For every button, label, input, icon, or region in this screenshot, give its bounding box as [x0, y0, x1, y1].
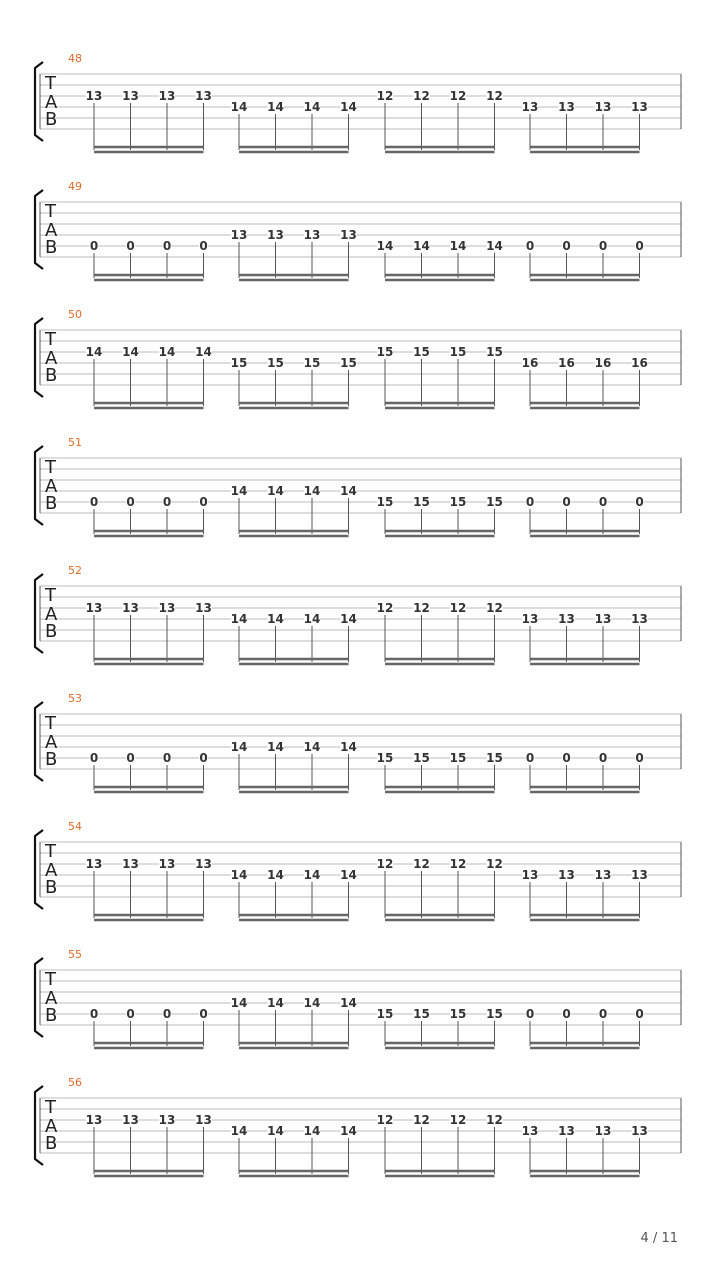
tab-clef-a: A — [45, 220, 58, 241]
fret-number[interactable]: 0 — [162, 751, 172, 765]
fret-number[interactable]: 14 — [303, 484, 321, 498]
fret-number[interactable]: 14 — [230, 740, 248, 754]
tab-clef-t: T — [45, 841, 56, 862]
fret-number[interactable]: 14 — [267, 740, 284, 754]
fret-number[interactable]: 0 — [525, 1007, 535, 1021]
fret-number[interactable]: 14 — [195, 345, 212, 359]
fret-number[interactable]: 13 — [631, 868, 648, 882]
fret-number[interactable]: 16 — [521, 356, 539, 370]
tab-clef-a: A — [45, 1116, 58, 1137]
fret-number[interactable]: 13 — [158, 89, 176, 103]
fret-number[interactable]: 14 — [122, 345, 139, 359]
fret-number[interactable]: 12 — [486, 89, 503, 103]
fret-number[interactable]: 13 — [158, 601, 176, 615]
fret-number[interactable]: 0 — [126, 1007, 135, 1021]
fret-number[interactable]: 12 — [486, 601, 503, 615]
measure-number: 53 — [68, 692, 82, 705]
fret-number[interactable]: 14 — [303, 1124, 321, 1138]
fret-number[interactable]: 13 — [631, 1124, 648, 1138]
fret-number[interactable]: 0 — [162, 1007, 172, 1021]
fret-number[interactable]: 14 — [230, 612, 248, 626]
tab-clef-t: T — [45, 713, 56, 734]
tab-clef-a: A — [45, 92, 58, 113]
fret-number[interactable]: 15 — [376, 345, 394, 359]
measure-number: 56 — [68, 1076, 82, 1089]
tab-system-53 — [35, 692, 681, 792]
fret-number[interactable]: 0 — [635, 495, 644, 509]
fret-number[interactable]: 13 — [631, 100, 648, 114]
fret-number[interactable]: 0 — [199, 751, 208, 765]
fret-number[interactable]: 12 — [449, 601, 467, 615]
fret-number[interactable]: 0 — [199, 495, 208, 509]
fret-number[interactable]: 15 — [449, 751, 467, 765]
fret-number[interactable]: 13 — [594, 868, 612, 882]
fret-number[interactable]: 13 — [303, 228, 321, 242]
fret-number[interactable]: 0 — [562, 751, 571, 765]
fret-number[interactable]: 15 — [267, 356, 284, 370]
fret-number[interactable]: 13 — [558, 612, 575, 626]
fret-number[interactable]: 0 — [598, 239, 608, 253]
fret-number[interactable]: 13 — [521, 100, 539, 114]
fret-number[interactable]: 14 — [340, 996, 357, 1010]
tab-clef-b: B — [45, 1133, 58, 1154]
fret-number[interactable]: 13 — [122, 857, 139, 871]
fret-number[interactable]: 13 — [158, 857, 176, 871]
fret-number[interactable]: 14 — [303, 740, 321, 754]
fret-number[interactable]: 0 — [525, 239, 535, 253]
fret-number[interactable]: 13 — [122, 89, 139, 103]
fret-number[interactable]: 0 — [635, 239, 644, 253]
fret-number[interactable]: 15 — [449, 345, 467, 359]
fret-number[interactable]: 15 — [413, 495, 430, 509]
tab-clef-a: A — [45, 732, 58, 753]
fret-number[interactable]: 13 — [340, 228, 357, 242]
fret-number[interactable]: 12 — [413, 601, 430, 615]
fret-number[interactable]: 15 — [376, 751, 394, 765]
measure-number: 52 — [68, 564, 82, 577]
tab-system-51 — [35, 436, 681, 536]
fret-number[interactable]: 0 — [89, 495, 99, 509]
tab-system-50 — [35, 308, 681, 408]
fret-number[interactable]: 14 — [267, 1124, 284, 1138]
fret-number[interactable]: 13 — [267, 228, 284, 242]
tab-system-52 — [35, 564, 681, 664]
fret-number[interactable]: 13 — [122, 1113, 139, 1127]
fret-number[interactable]: 14 — [230, 996, 248, 1010]
tab-clef-a: A — [45, 476, 58, 497]
fret-number[interactable]: 15 — [449, 495, 467, 509]
fret-number[interactable]: 13 — [195, 857, 212, 871]
fret-number[interactable]: 15 — [413, 345, 430, 359]
tab-clef-a: A — [45, 604, 58, 625]
fret-number[interactable]: 15 — [303, 356, 321, 370]
tab-clef-t: T — [45, 329, 56, 350]
measure-number: 54 — [68, 820, 82, 833]
fret-number[interactable]: 12 — [376, 1113, 394, 1127]
tab-clef-t: T — [45, 1097, 56, 1118]
fret-number[interactable]: 14 — [340, 1124, 357, 1138]
fret-number[interactable]: 14 — [413, 239, 430, 253]
tab-system-55 — [35, 948, 681, 1048]
fret-number[interactable]: 13 — [85, 601, 103, 615]
tab-clef-b: B — [45, 621, 58, 642]
fret-number[interactable]: 0 — [126, 751, 135, 765]
fret-number[interactable]: 13 — [85, 1113, 103, 1127]
fret-number[interactable]: 14 — [267, 996, 284, 1010]
fret-number[interactable]: 0 — [525, 495, 535, 509]
tab-clef-t: T — [45, 73, 56, 94]
fret-number[interactable]: 14 — [340, 484, 357, 498]
fret-number[interactable]: 14 — [158, 345, 176, 359]
fret-number[interactable]: 12 — [413, 89, 430, 103]
fret-number[interactable]: 14 — [303, 996, 321, 1010]
fret-number[interactable]: 15 — [449, 1007, 467, 1021]
fret-number[interactable]: 0 — [635, 1007, 644, 1021]
fret-number[interactable]: 14 — [486, 239, 503, 253]
fret-number[interactable]: 15 — [230, 356, 248, 370]
tab-clef-a: A — [45, 348, 58, 369]
measure-number: 48 — [68, 52, 82, 65]
fret-number[interactable]: 15 — [413, 1007, 430, 1021]
fret-number[interactable]: 0 — [635, 751, 644, 765]
fret-number[interactable]: 14 — [267, 484, 284, 498]
fret-number[interactable]: 0 — [598, 495, 608, 509]
fret-number[interactable]: 14 — [340, 612, 357, 626]
fret-number[interactable]: 13 — [195, 1113, 212, 1127]
fret-number[interactable]: 13 — [594, 1124, 612, 1138]
fret-number[interactable]: 0 — [126, 495, 135, 509]
fret-number[interactable]: 13 — [158, 1113, 176, 1127]
fret-number[interactable]: 14 — [230, 100, 248, 114]
fret-number[interactable]: 0 — [162, 239, 172, 253]
fret-number[interactable]: 15 — [486, 345, 503, 359]
measure-number: 55 — [68, 948, 82, 961]
fret-number[interactable]: 12 — [449, 89, 467, 103]
fret-number[interactable]: 14 — [267, 100, 284, 114]
tab-clef-b: B — [45, 493, 58, 514]
fret-number[interactable]: 13 — [521, 868, 539, 882]
fret-number[interactable]: 0 — [598, 751, 608, 765]
tab-clef-a: A — [45, 860, 58, 881]
fret-number[interactable]: 0 — [89, 239, 99, 253]
fret-number[interactable]: 0 — [89, 1007, 99, 1021]
fret-number[interactable]: 15 — [413, 751, 430, 765]
fret-number[interactable]: 12 — [449, 1113, 467, 1127]
measure-number: 50 — [68, 308, 82, 321]
fret-number[interactable]: 16 — [594, 356, 612, 370]
fret-number[interactable]: 12 — [449, 857, 467, 871]
fret-number[interactable]: 0 — [562, 239, 571, 253]
tab-system-54 — [35, 820, 681, 920]
tab-clef-b: B — [45, 365, 58, 386]
fret-number[interactable]: 13 — [521, 612, 539, 626]
fret-number[interactable]: 12 — [376, 857, 394, 871]
fret-number[interactable]: 15 — [486, 1007, 503, 1021]
fret-number[interactable]: 14 — [303, 868, 321, 882]
fret-number[interactable]: 14 — [267, 868, 284, 882]
fret-number[interactable]: 15 — [486, 751, 503, 765]
fret-number[interactable]: 0 — [525, 751, 535, 765]
fret-number[interactable]: 14 — [449, 239, 467, 253]
fret-number[interactable]: 15 — [376, 495, 394, 509]
tab-clef-t: T — [45, 585, 56, 606]
tab-system-49 — [35, 180, 681, 280]
fret-number[interactable]: 13 — [558, 1124, 575, 1138]
fret-number[interactable]: 0 — [126, 239, 135, 253]
fret-number[interactable]: 13 — [85, 857, 103, 871]
fret-number[interactable]: 12 — [486, 857, 503, 871]
fret-number[interactable]: 0 — [89, 751, 99, 765]
fret-number[interactable]: 12 — [413, 1113, 430, 1127]
fret-number[interactable]: 13 — [521, 1124, 539, 1138]
fret-number[interactable]: 13 — [631, 612, 648, 626]
fret-number[interactable]: 15 — [376, 1007, 394, 1021]
fret-number[interactable]: 0 — [562, 1007, 571, 1021]
fret-number[interactable]: 13 — [195, 601, 212, 615]
fret-number[interactable]: 0 — [598, 1007, 608, 1021]
tab-clef-b: B — [45, 237, 58, 258]
tab-clef-b: B — [45, 877, 58, 898]
tab-clef-t: T — [45, 201, 56, 222]
fret-number[interactable]: 0 — [562, 495, 571, 509]
fret-number[interactable]: 12 — [486, 1113, 503, 1127]
fret-number[interactable]: 16 — [558, 356, 575, 370]
fret-number[interactable]: 14 — [303, 100, 321, 114]
page-number: 4 / 11 — [640, 1231, 678, 1246]
fret-number[interactable]: 12 — [413, 857, 430, 871]
fret-number[interactable]: 14 — [340, 740, 357, 754]
tab-clef-a: A — [45, 988, 58, 1009]
tab-clef-b: B — [45, 749, 58, 770]
fret-number[interactable]: 15 — [340, 356, 357, 370]
tab-clef-b: B — [45, 109, 58, 130]
fret-number[interactable]: 13 — [230, 228, 248, 242]
tab-clef-t: T — [45, 969, 56, 990]
fret-number[interactable]: 16 — [631, 356, 648, 370]
fret-number[interactable]: 0 — [199, 239, 208, 253]
tab-clef-t: T — [45, 457, 56, 478]
fret-number[interactable]: 12 — [376, 601, 394, 615]
fret-number[interactable]: 13 — [594, 100, 612, 114]
fret-number[interactable]: 14 — [230, 868, 248, 882]
fret-number[interactable]: 13 — [558, 868, 575, 882]
fret-number[interactable]: 13 — [122, 601, 139, 615]
fret-number[interactable]: 14 — [303, 612, 321, 626]
fret-number[interactable]: 13 — [558, 100, 575, 114]
fret-number[interactable]: 12 — [376, 89, 394, 103]
fret-number[interactable]: 13 — [85, 89, 103, 103]
measure-number: 51 — [68, 436, 82, 449]
fret-number[interactable]: 13 — [594, 612, 612, 626]
fret-number[interactable]: 15 — [486, 495, 503, 509]
fret-number[interactable]: 14 — [230, 1124, 248, 1138]
fret-number[interactable]: 14 — [376, 239, 394, 253]
fret-number[interactable]: 0 — [199, 1007, 208, 1021]
fret-number[interactable]: 14 — [340, 868, 357, 882]
measure-number: 49 — [68, 180, 82, 193]
fret-number[interactable]: 0 — [162, 495, 172, 509]
fret-number[interactable]: 14 — [230, 484, 248, 498]
tab-clef-b: B — [45, 1005, 58, 1026]
tab-system-48 — [35, 52, 681, 152]
fret-number[interactable]: 13 — [195, 89, 212, 103]
fret-number[interactable]: 14 — [340, 100, 357, 114]
fret-number[interactable]: 14 — [85, 345, 103, 359]
tab-system-56 — [35, 1076, 681, 1176]
fret-number[interactable]: 14 — [267, 612, 284, 626]
